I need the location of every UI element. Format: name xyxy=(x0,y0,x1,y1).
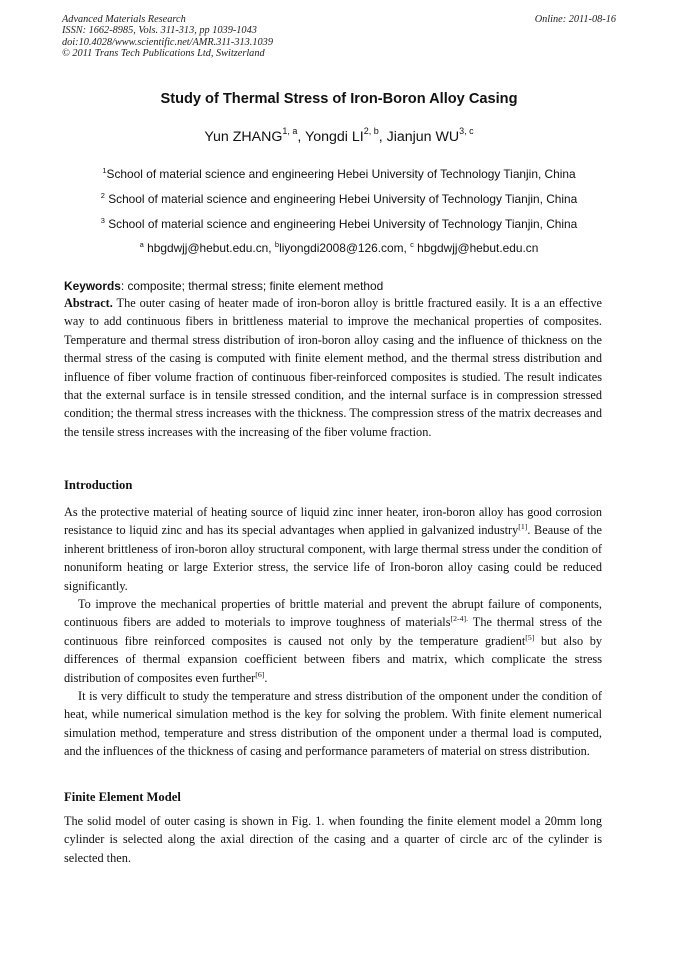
keywords-text: : composite; thermal stress; finite element method xyxy=(120,279,384,293)
citation-ref[interactable]: [1] xyxy=(518,522,528,532)
email-superscript: a xyxy=(139,240,144,249)
intro-p1-text-a: As the protective material of heating source of liquid zinc inner heater, iron-boron alloy has good corrosion resistance to liquid zinc and has its special advantages when applied in galvanized industry xyxy=(64,505,602,538)
author-superscript: 1, a xyxy=(282,126,298,136)
intro-p2-text-d: . xyxy=(264,670,268,685)
affiliation-1 xyxy=(0,167,678,181)
author-separator: , xyxy=(297,129,306,145)
affiliation-superscript: 1 xyxy=(102,166,107,175)
intro-paragraph-1 xyxy=(64,503,602,595)
author-superscript: 2, b xyxy=(363,126,379,136)
affiliation-text: School of material science and engineering Hebei University of Technology Tianjin, China xyxy=(104,217,578,231)
online-date: Online: 2011-08-16 xyxy=(534,14,616,25)
affiliation-superscript: 2 xyxy=(100,191,105,200)
abstract-section xyxy=(64,294,602,441)
journal-name: Advanced Materials Research xyxy=(62,14,186,25)
author-separator: , xyxy=(378,129,387,145)
affiliation-2 xyxy=(0,192,678,206)
affiliation-superscript: 3 xyxy=(100,216,105,225)
citation-ref[interactable]: [6] xyxy=(255,669,265,679)
fem-body xyxy=(64,812,602,867)
intro-p2-text-c: but also by differences of thermal expansion coefficient between fibers and matrix, which complicate the stress distribution of composites even further xyxy=(64,633,602,685)
affiliation-3 xyxy=(0,217,678,231)
intro-paragraph-2 xyxy=(64,595,602,687)
email-line xyxy=(0,241,678,255)
abstract-text: The outer casing of heater made of iron-boron alloy is brittle fractured easily. It is a an effective way to add continuous fibers in brittleness material to improve the mechanical properties of composites. Temperature and thermal stress distribution of iron-boron alloy casing and the influence of thickness on the thermal stress of the casing is computed with finite element method, and the thermal stress distribution and influence of fiber volume fraction of continuous fiber-reinforced composites is studied. The result indicates that the external surface is in tensile stressed condition, and the internal surface is in compression stressed condition; the thermal stress increases with the thickness. The compression stress of the matrix decreases and the tensile stress increases with the increasing of the fiber volume fraction. xyxy=(64,296,602,439)
author-name: Yun ZHANG xyxy=(204,129,283,145)
intro-paragraph-3: It is very difficult to study the temperature and stress distribution of the omponent under the condition of heat, while numerical simulation method is the key for solving the problem. With finite element numerical simulation method, temperature and stress distribution of the omponent under a thermal load is computed, and the influences of the thickness of casing and performance parameters of material on stress distribution. xyxy=(64,689,602,759)
email-link[interactable]: liyongdi2008@126.com, xyxy=(279,241,411,255)
fem-paragraph-1: The solid model of outer casing is shown in Fig. 1. when founding the finite element model a 20mm long cylinder is selected along the axial direction of the casing and a quarter of circle arc of the cylinder is selected then. xyxy=(64,814,602,865)
intro-p2-text-a: To improve the mechanical properties of brittle material and prevent the abrupt failure of components, continuous fibers are added to moterials to improve toughness of materials xyxy=(64,597,602,630)
keywords-label: Keywords xyxy=(64,279,121,293)
paper-title: Study of Thermal Stress of Iron-Boron Alloy Casing xyxy=(160,91,518,107)
intro-p1-text-b: . Beause of the inherent brittleness of iron-boron alloy structural component, with large thermal stress under the condition of nonuniform heating or large Exterior stress, the service life of Iron-boron alloy casing could be reduced significantly. xyxy=(64,523,602,593)
citation-ref[interactable]: [5] xyxy=(525,632,535,642)
author-name: Yongdi LI xyxy=(305,129,364,145)
email-superscript: b xyxy=(274,240,280,249)
citation-ref[interactable]: [2-4]. xyxy=(450,614,469,624)
author-superscript: 3, c xyxy=(459,126,474,136)
section-heading-fem: Finite Element Model xyxy=(64,790,181,804)
affiliation-text: School of material science and engineering Hebei University of Technology Tianjin, China xyxy=(106,167,576,181)
abstract-label: Abstract. xyxy=(64,296,113,310)
affiliation-text: School of material science and engineering Hebei University of Technology Tianjin, China xyxy=(104,192,578,206)
author-name: Jianjun WU xyxy=(386,129,460,145)
doi-line: doi:10.4028/www.scientific.net/AMR.311-313.1039 xyxy=(62,36,273,48)
section-heading-introduction: Introduction xyxy=(64,478,133,492)
email-link[interactable]: hbgdwjj@hebut.edu.cn xyxy=(413,241,539,255)
abstract-paragraph xyxy=(64,294,602,441)
introduction-body xyxy=(64,503,602,761)
email-superscript: c xyxy=(410,240,414,249)
email-link[interactable]: hbgdwjj@hebut.edu.cn, xyxy=(143,241,275,255)
journal-header xyxy=(62,14,616,60)
intro-p2-text-b: The thermal stress of the continuous fibre reinforced composites is caused not only by the temperature gradient xyxy=(64,615,602,648)
issn-line: ISSN: 1662-8985, Vols. 311-313, pp 1039-1043 xyxy=(62,25,257,37)
keywords-line xyxy=(64,279,602,293)
author-list xyxy=(0,126,678,145)
copyright-line: © 2011 Trans Tech Publications Ltd, Switzerland xyxy=(62,48,265,60)
